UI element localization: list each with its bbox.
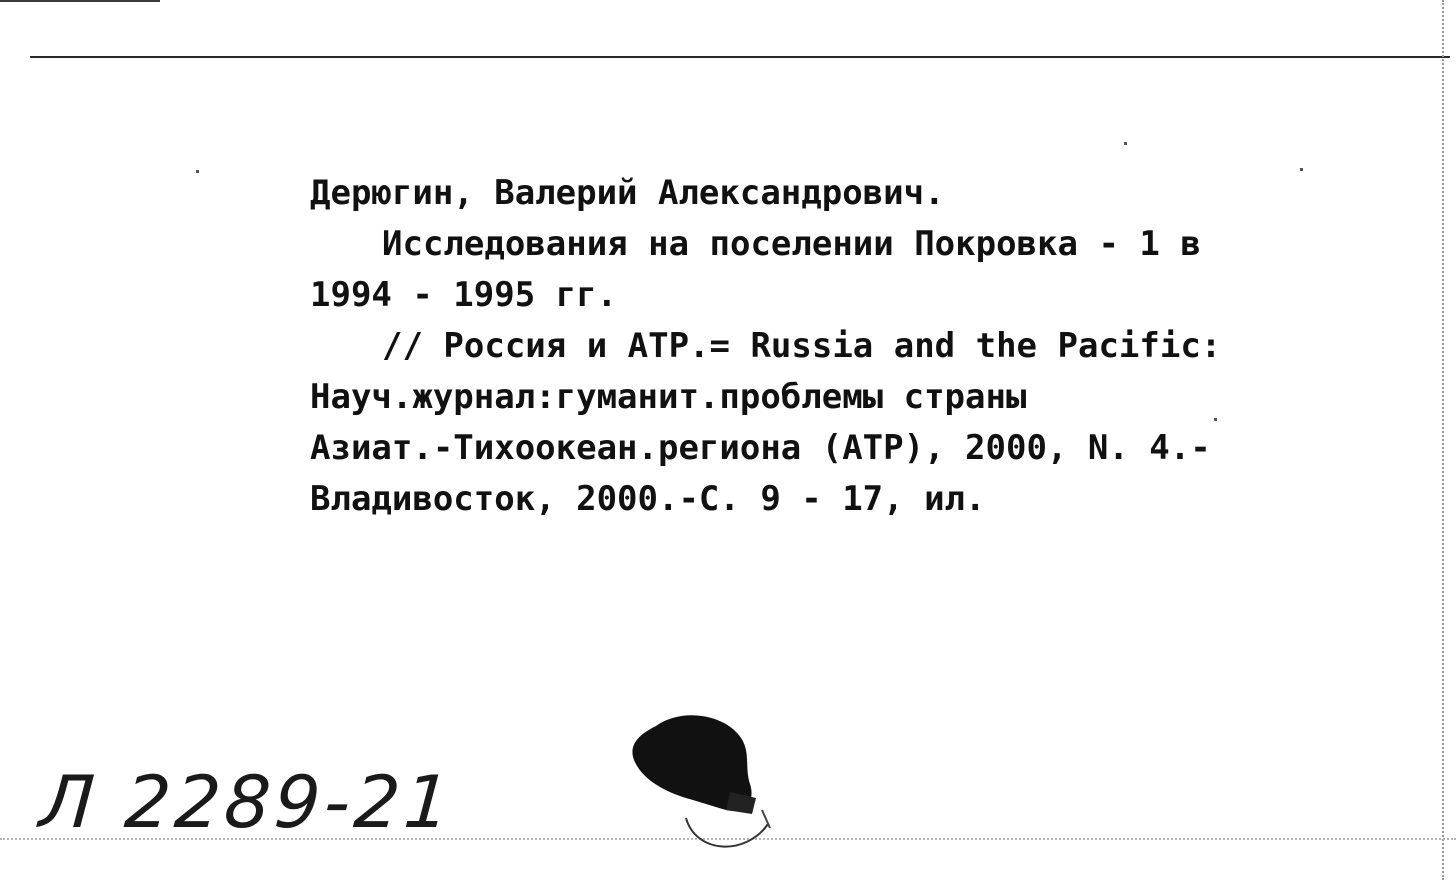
source-line-3: Азиат.-Тихоокеан.региона (АТР), 2000, N. 4.- bbox=[310, 428, 1211, 468]
right-edge bbox=[1442, 0, 1444, 880]
bibliographic-entry bbox=[310, 168, 1420, 525]
author-line: Дерюгин, Валерий Александрович. bbox=[310, 173, 945, 213]
top-rule bbox=[30, 56, 1450, 58]
source-line-2: Науч.журнал:гуманит.проблемы страны bbox=[310, 377, 1027, 417]
speck bbox=[1214, 418, 1217, 421]
speck bbox=[196, 170, 199, 173]
speck bbox=[1124, 142, 1127, 145]
source-line-4: Владивосток, 2000.-С. 9 - 17, ил. bbox=[310, 479, 986, 519]
source-line-1: // Россия и АТР.= Russia and the Pacific: bbox=[382, 326, 1222, 366]
ink-stamp-icon bbox=[626, 706, 786, 866]
title-line-2: 1994 - 1995 гг. bbox=[310, 275, 618, 315]
handwritten-shelfmark: Л 2289-21 bbox=[37, 760, 457, 844]
speck bbox=[1300, 168, 1303, 171]
top-left-rule bbox=[0, 0, 160, 2]
title-line-1: Исследования на поселении Покровка - 1 в bbox=[382, 224, 1201, 264]
